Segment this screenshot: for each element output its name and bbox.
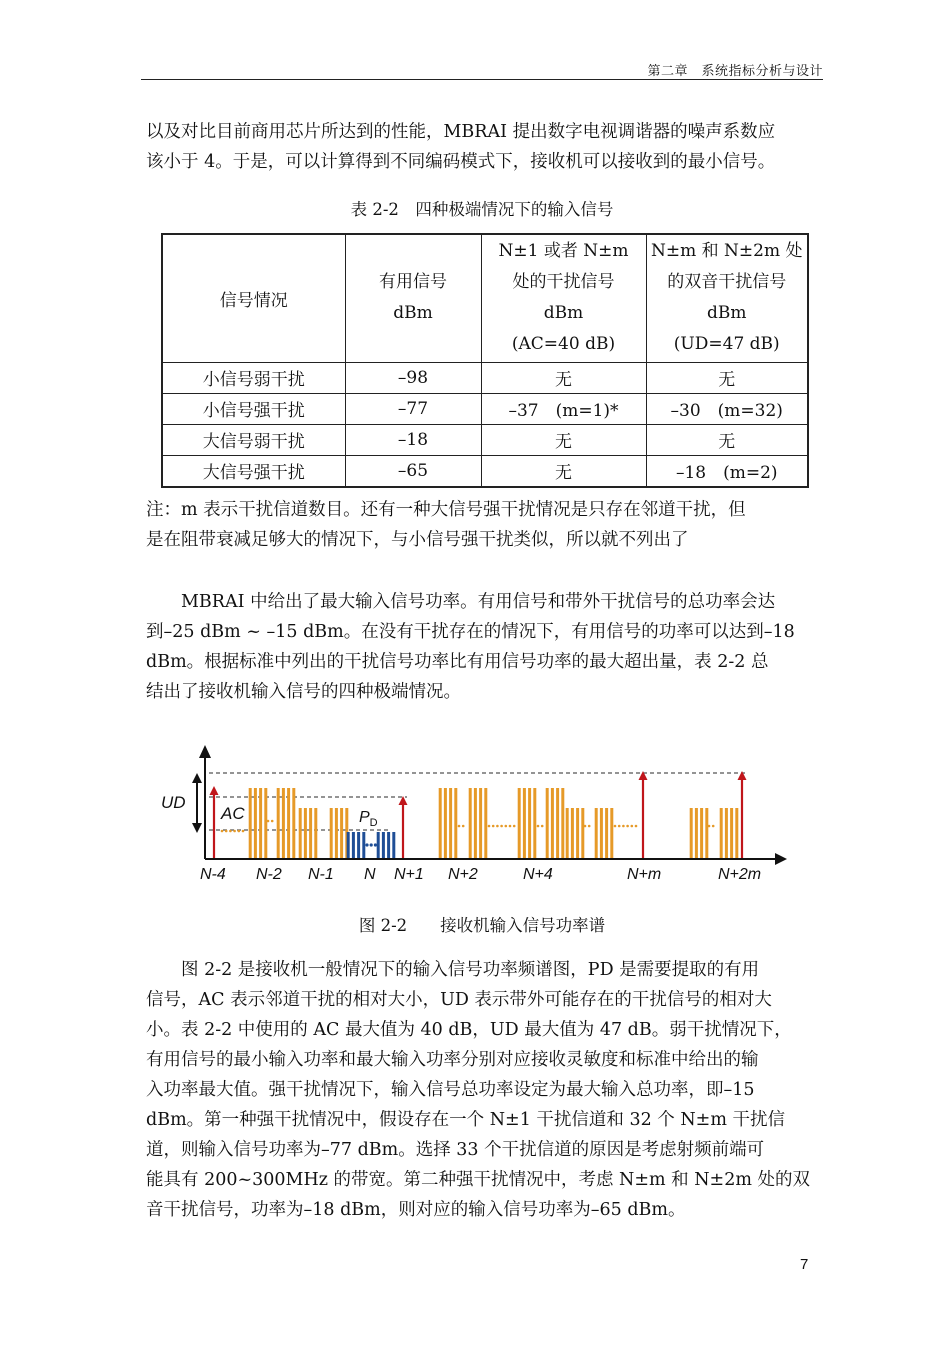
desired-bar xyxy=(377,832,380,858)
interferer-bar xyxy=(690,808,693,858)
desired-dots xyxy=(365,843,368,846)
cell-case: 小信号弱干扰 xyxy=(162,362,345,393)
cell-two-tone: 无 xyxy=(646,362,808,393)
interferer-bar xyxy=(309,808,312,858)
interferer-dots xyxy=(584,825,587,828)
p2-line-3: dBm。根据标准中列出的干扰信号功率比有用信号功率的最大超出量，表 2-2 总 xyxy=(146,652,769,672)
cell-useful: –65 xyxy=(345,455,481,487)
interferer-bar xyxy=(449,788,452,858)
th-two-tone xyxy=(646,234,808,362)
interferer-bar xyxy=(454,788,457,858)
desired-dots xyxy=(374,843,377,846)
note-line-2: 是在阻带衰减足够大的情况下，与小信号强干扰类似，所以就不列出了 xyxy=(146,530,689,550)
interferer-bar xyxy=(254,788,257,858)
table-row xyxy=(162,455,808,487)
y-axis-arrow xyxy=(199,745,211,758)
interferer-bar xyxy=(249,788,252,858)
interferer-dots xyxy=(229,830,232,833)
x-tick-labels xyxy=(200,866,761,883)
interferer-bar xyxy=(730,808,733,858)
cell-two-tone: –18 (m=2) xyxy=(646,455,808,487)
interferer-bar xyxy=(735,808,738,858)
interferer-bar xyxy=(304,808,307,858)
interferer-bar xyxy=(314,808,317,858)
interferer-bar xyxy=(299,808,302,858)
interferer-dots xyxy=(622,825,625,828)
p1-line-2: 该小于 4。于是，可以计算得到不同编码模式下，接收机可以接收到的最小信号。 xyxy=(146,152,776,172)
p1-line-1: 以及对比目前商用芯片所达到的性能，MBRAI 提出数字电视调谐器的噪声系数应 xyxy=(146,122,776,142)
desired-bar xyxy=(392,832,395,858)
x-tick-label: N+1 xyxy=(394,866,424,883)
ud-arrow-head-top xyxy=(192,773,202,783)
interferer-bar xyxy=(259,788,262,858)
interferer-dots xyxy=(267,820,270,823)
interferer-bar xyxy=(484,788,487,858)
interferer-dots xyxy=(509,825,512,828)
interferer-bar xyxy=(479,788,482,858)
interferer-dots xyxy=(238,830,241,833)
interferer-bar xyxy=(695,808,698,858)
interferer-bar xyxy=(571,808,574,858)
p3-line-1: 图 2-2 是接收机一般情况下的输入信号功率频谱图，PD 是需要提取的有用 xyxy=(181,960,760,980)
th-adj-l3: dBm xyxy=(543,303,584,324)
p3-line-3: 小。表 2-2 中使用的 AC 最大值为 40 dB，UD 最大值为 47 dB。弱干扰情况下， xyxy=(146,1020,792,1040)
p2-line-2: 到–25 dBm ~ –15 dBm。在没有干扰存在的情况下，有用信号的功率可以达到–18 xyxy=(146,622,795,642)
cell-two-tone: –30 (m=32) xyxy=(646,393,808,424)
interferer-dots xyxy=(225,830,228,833)
interferer-dots xyxy=(635,825,638,828)
red-tone-arrow-head xyxy=(210,786,219,795)
interferer-dots xyxy=(496,825,499,828)
x-tick-label: N+2m xyxy=(718,866,762,883)
interferer-dots xyxy=(505,825,508,828)
note-line-1: 注：m 表示干扰信道数目。还有一种大信号强干扰情况是只存在邻道干扰，但 xyxy=(146,500,746,520)
table-header-row xyxy=(162,234,808,362)
interferer-bar xyxy=(533,788,536,858)
interferer-bar xyxy=(705,808,708,858)
th-useful xyxy=(345,234,481,362)
cell-two-tone: 无 xyxy=(646,424,808,455)
th-useful-l1: 有用信号 xyxy=(379,272,447,293)
interferer-dots xyxy=(631,825,634,828)
cell-useful: –77 xyxy=(345,393,481,424)
cell-case: 大信号强干扰 xyxy=(162,455,345,487)
interferer-bar xyxy=(566,808,569,858)
th-tt-l4: (UD=47 dB) xyxy=(673,334,780,355)
ud-label: UD xyxy=(161,793,186,812)
desired-bar xyxy=(352,832,355,858)
interferer-dots xyxy=(458,825,461,828)
pd-label xyxy=(359,809,378,829)
interferer-dots xyxy=(271,820,274,823)
interferer-bar xyxy=(581,808,584,858)
th-useful-l2: dBm xyxy=(393,303,433,324)
th-tt-l2: 的双音干扰信号 xyxy=(667,272,787,293)
interferer-bar xyxy=(282,788,285,858)
interferer-bar xyxy=(264,788,267,858)
th-tt-l3: dBm xyxy=(707,303,747,324)
interferer-dots xyxy=(618,825,621,828)
interferer-bar xyxy=(292,788,295,858)
p3-line-5: 入功率最大值。强干扰情况下，输入信号总功率设定为最大输入总功率，即–15 xyxy=(146,1080,755,1100)
interferer-bar xyxy=(551,788,554,858)
interferer-bar xyxy=(576,808,579,858)
paragraph-1 xyxy=(146,117,818,177)
interferer-bar xyxy=(287,788,290,858)
interferer-dots xyxy=(242,830,245,833)
interferer-bar xyxy=(595,808,598,858)
desired-bar xyxy=(387,832,390,858)
paragraph-2 xyxy=(146,587,818,707)
interferer-dots xyxy=(500,825,503,828)
red-tone-arrow-head xyxy=(639,771,648,780)
interferer-bar xyxy=(518,788,521,858)
cell-adjacent: 无 xyxy=(481,424,646,455)
running-header: 第二章 系统指标分析与设计 xyxy=(647,64,823,79)
interferer-bar xyxy=(725,808,728,858)
th-case: 信号情况 xyxy=(162,234,345,362)
desired-dots xyxy=(370,843,373,846)
interferer-dots xyxy=(221,830,224,833)
interferer-bar xyxy=(561,788,564,858)
interferer-bar xyxy=(600,808,603,858)
x-tick-label: N-4 xyxy=(200,866,226,883)
paragraph-3 xyxy=(146,955,818,1225)
interferer-dots xyxy=(712,825,715,828)
x-tick-label: N+2 xyxy=(448,866,478,883)
interferer-dots xyxy=(614,825,617,828)
p3-line-9: 音干扰信号，功率为–18 dBm，则对应的输入信号功率为–65 dBm。 xyxy=(146,1200,686,1220)
pd-label-sub: D xyxy=(369,817,378,829)
interferer-bar xyxy=(340,808,343,858)
th-adj-l2: 处的干扰信号 xyxy=(512,272,615,293)
cell-adjacent: –37 (m=1)* xyxy=(481,393,646,424)
p3-line-8: 能具有 200~300MHz 的带宽。第二种强干扰情况中，考虑 N±m 和 N±2m 处的双 xyxy=(146,1170,811,1190)
x-tick-label: N-1 xyxy=(308,866,334,883)
interferer-dots xyxy=(488,825,491,828)
interferer-bar xyxy=(605,808,608,858)
spectrum-bars xyxy=(210,771,747,858)
spectrum-svg xyxy=(155,741,800,886)
interferer-dots xyxy=(708,825,711,828)
interferer-bar xyxy=(277,788,280,858)
interferer-dots xyxy=(233,830,236,833)
spectrum-figure xyxy=(155,741,800,890)
cell-case: 大信号弱干扰 xyxy=(162,424,345,455)
cell-adjacent: 无 xyxy=(481,455,646,487)
interferer-bar xyxy=(528,788,531,858)
x-tick-label: N+m xyxy=(627,866,662,883)
table-row xyxy=(162,362,808,393)
desired-bar xyxy=(382,832,385,858)
page-number: 7 xyxy=(800,1256,809,1273)
th-tt-l1: N±m 和 N±2m 处 xyxy=(650,241,803,262)
interferer-dots xyxy=(462,825,465,828)
pd-label-main: P xyxy=(359,809,370,826)
table-caption: 表 2-2 四种极端情况下的输入信号 xyxy=(350,200,614,219)
x-tick-label: N+4 xyxy=(523,866,553,883)
table-row xyxy=(162,424,808,455)
interferer-bar xyxy=(546,788,549,858)
cell-adjacent: 无 xyxy=(481,362,646,393)
desired-bar xyxy=(347,832,350,858)
p3-line-2: 信号，AC 表示邻道干扰的相对大小，UD 表示带外可能存在的干扰信号的相对大 xyxy=(146,990,772,1010)
interferer-dots xyxy=(537,825,540,828)
header-rule xyxy=(141,79,823,80)
interferer-bar xyxy=(439,788,442,858)
p3-line-6: dBm。第一种强干扰情况中，假设存在一个 N±1 干扰信道和 32 个 N±m 干扰信 xyxy=(146,1110,785,1130)
interferer-bar xyxy=(610,808,613,858)
p2-line-1: MBRAI 中给出了最大输入信号功率。有用信号和带外干扰信号的总功率会达 xyxy=(181,592,776,612)
interferer-dots xyxy=(513,825,516,828)
interferer-bar xyxy=(474,788,477,858)
x-tick-label: N-2 xyxy=(256,866,282,883)
interferer-bar xyxy=(523,788,526,858)
th-adj-l4: (AC=40 dB) xyxy=(511,334,616,355)
x-axis-arrow xyxy=(775,853,787,865)
desired-bar xyxy=(362,832,365,858)
interferer-bar xyxy=(720,808,723,858)
figure-caption: 图 2-2 接收机输入信号功率谱 xyxy=(358,916,606,935)
p3-line-4: 有用信号的最小输入功率和最大输入功率分别对应接收灵敏度和标准中给出的输 xyxy=(146,1050,759,1070)
cell-useful: –98 xyxy=(345,362,481,393)
interferer-bar xyxy=(469,788,472,858)
interferer-bar xyxy=(444,788,447,858)
interferer-bar xyxy=(556,788,559,858)
interferer-bar xyxy=(700,808,703,858)
desired-bar xyxy=(357,832,360,858)
signal-table xyxy=(161,233,809,488)
interferer-dots xyxy=(588,825,591,828)
red-tone-arrow-head xyxy=(738,771,747,780)
interferer-dots xyxy=(492,825,495,828)
p3-line-7: 道，则输入信号功率为–77 dBm。选择 33 个干扰信道的原因是考虑射频前端可 xyxy=(146,1140,765,1160)
x-tick-label: N xyxy=(364,866,376,883)
table-row xyxy=(162,393,808,424)
interferer-dots xyxy=(541,825,544,828)
ac-label: AC xyxy=(221,804,245,823)
cell-useful: –18 xyxy=(345,424,481,455)
interferer-dots xyxy=(626,825,629,828)
th-adj-l1: N±1 或者 N±m xyxy=(498,241,629,262)
p2-line-4: 结出了接收机输入信号的四种极端情况。 xyxy=(146,682,461,702)
interferer-bar xyxy=(335,808,338,858)
table-note xyxy=(146,495,822,555)
cell-case: 小信号强干扰 xyxy=(162,393,345,424)
th-adjacent xyxy=(481,234,646,362)
interferer-bar xyxy=(330,808,333,858)
ud-arrow-head-bottom xyxy=(192,823,202,833)
